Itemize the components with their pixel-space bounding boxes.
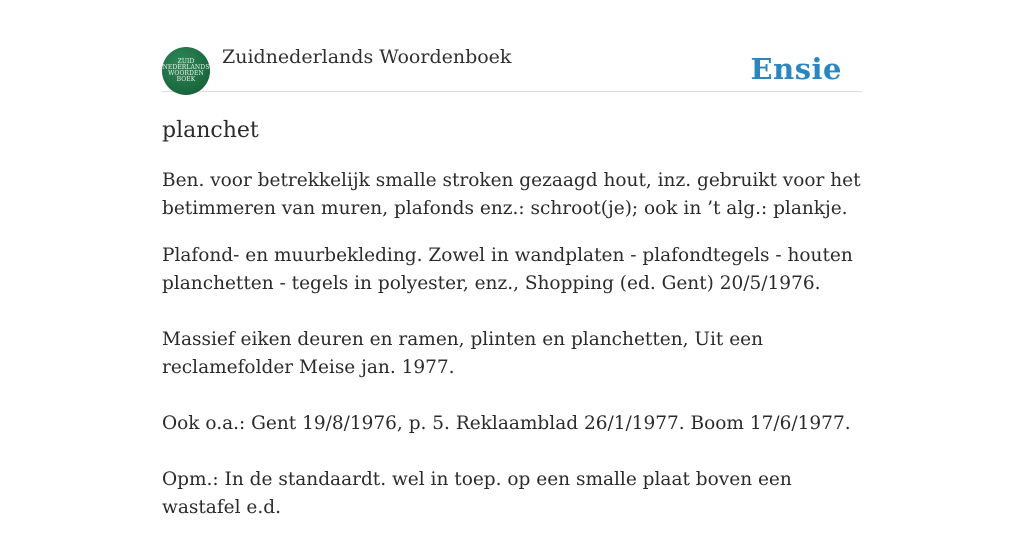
logo-text-line: NEDERLANDS [162, 64, 210, 71]
quotation: Plafond- en muurbekleding. Zowel in wandplaten - plafondtegels - houten planchetten - tegels in polyester, enz., Shopping (ed. Gent) 20/5/1976. [162, 245, 853, 294]
headword-title: planchet [162, 118, 259, 143]
quotations-list [162, 242, 862, 522]
entry-card [162, 44, 862, 550]
quotation: Ook o.a.: Gent 19/8/1976, p. 5. Reklaamblad 26/1/1977. Boom 17/6/1977. [162, 413, 851, 434]
entry-header [162, 44, 862, 92]
quotation: Massief eiken deuren en ramen, plinten en planchetten, Uit een reclamefolder Meise jan. 1977. [162, 329, 764, 378]
logo-text-line: ZUID [177, 58, 195, 65]
logo-text-line: WOORDEN [168, 70, 204, 77]
logo-text-line: BOEK [176, 76, 196, 83]
dictionary-logo[interactable] [162, 47, 210, 95]
definition-text: Ben. voor betrekkelijk smalle stroken gezaagd hout, inz. gebruikt voor het betimmeren van muren, plafonds enz.: schroot(je); ook in ’t alg.: plankje. [162, 170, 861, 219]
ensie-brand-logo[interactable]: Ensie [750, 52, 842, 86]
remark: Opm.: In de standaardt. wel in toep. op een smalle plaat boven een wastafel e.d. [162, 469, 792, 518]
dictionary-name[interactable]: Zuidnederlands Woordenboek [222, 46, 512, 68]
